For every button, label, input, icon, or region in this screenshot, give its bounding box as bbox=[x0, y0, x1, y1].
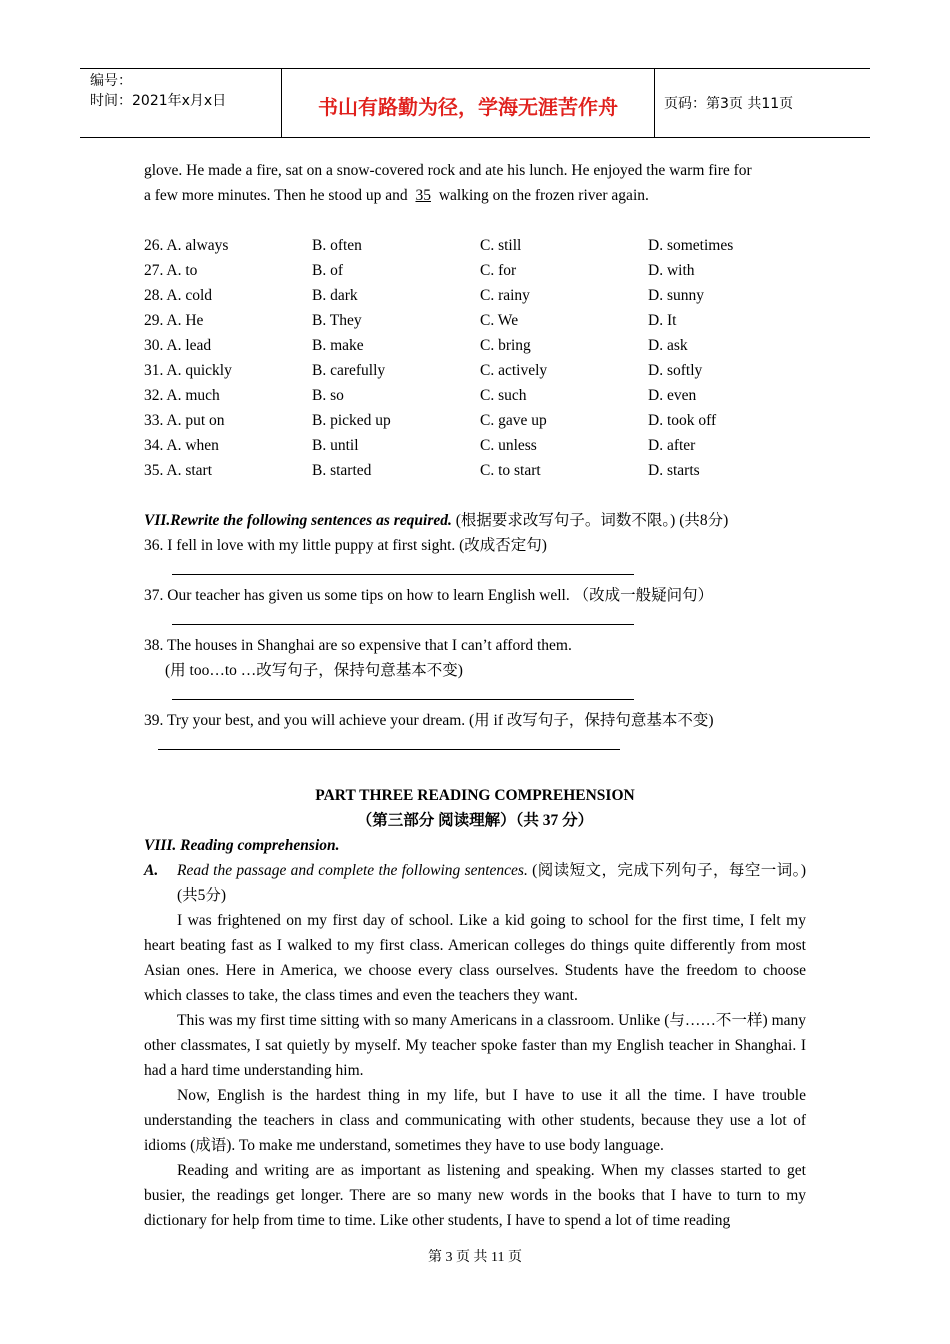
header-motto: 书山有路勤为径，学海无涯苦作舟 bbox=[318, 95, 618, 119]
question-37: 37. Our teacher has given us some tips on how to learn English well. （改成一般疑问句） bbox=[144, 587, 714, 604]
part-three-subtitle: （第三部分 阅读理解）（共 37 分） bbox=[356, 812, 594, 829]
passage-line: glove. He made a fire, sat on a snow-covered rock and ate his lunch. He enjoyed the warm fire for bbox=[144, 162, 752, 179]
option-row: 35. A. start B. started C. to start D. starts bbox=[144, 462, 700, 479]
section-7-heading: VII.Rewrite the following sentences as required. (根据要求改写句子。词数不限。) (共8分) bbox=[144, 512, 729, 529]
option-row: 27. A. to B. of C. for D. with bbox=[144, 262, 695, 279]
header-divider bbox=[654, 69, 655, 137]
time-label: 时间：2021年x月x日 bbox=[90, 93, 227, 109]
question-38-note: (用 too…to …改写句子，保持句意基本不变) bbox=[165, 662, 463, 679]
option-row: 34. A. when B. until C. unless D. after bbox=[144, 437, 696, 454]
option-row: 31. A. quickly B. carefully C. actively D. softly bbox=[144, 362, 703, 379]
option-row: 32. A. much B. so C. such D. even bbox=[144, 387, 697, 404]
section-a-instruction: A. Read the passage and complete the following sentences. (阅读短文，完成下列句子，每空一词。) (共5分) bbox=[144, 862, 807, 904]
option-row: 28. A. cold B. dark C. rainy D. sunny bbox=[144, 287, 704, 304]
reading-paragraph: Now, English is the hardest thing in my life, but I have to use it all the time. I have trouble understanding the teachers in class and communicating with other students, because they use a lot of idioms (成语). To make me understand, sometimes they have to use body language. bbox=[144, 1087, 806, 1154]
option-row: 29. A. He B. They C. We D. It bbox=[144, 312, 677, 329]
answer-line[interactable] bbox=[144, 558, 806, 583]
page-footer: 第 3 页 共 11 页 bbox=[428, 1250, 522, 1265]
reading-paragraph: I was frightened on my first day of school. Like a kid going to school for the first time, I felt my heart beating fast as I walked to my first class. American colleges do things quite differently from most Asian ones. Here in America, we choose every class ourselves. Students have the freedom to choose which classes to take, the class times and even the teachers they want. bbox=[144, 912, 806, 1004]
reading-paragraph: Reading and writing are as important as listening and speaking. When my classes started to get busier, the readings get longer. There are so many new words in the books that I have to turn to my dictionary for help from time to time. Like other students, I have to spend a lot of time reading bbox=[144, 1162, 806, 1229]
option-row: 33. A. put on B. picked up C. gave up D. took off bbox=[144, 412, 717, 429]
page-content bbox=[144, 158, 806, 1233]
header-page-label: 页码：第3页 共11页 bbox=[664, 96, 794, 112]
option-row: 30. A. lead B. make C. bring D. ask bbox=[144, 337, 688, 354]
question-39: 39. Try your best, and you will achieve your dream. (用 if 改写句子，保持句意基本不变) bbox=[144, 712, 714, 729]
serial-label: 编号： bbox=[90, 73, 132, 89]
question-38: 38. The houses in Shanghai are so expensive that I can’t afford them. bbox=[144, 637, 572, 654]
reading-paragraph: This was my first time sitting with so many Americans in a classroom. Unlike (与……不一样) many other classmates, I sat quietly by myself. My teacher spoke faster than my English teacher in Shanghai. I had a hard time understanding him. bbox=[144, 1012, 806, 1079]
blank-35: 35 bbox=[415, 187, 431, 204]
header-left bbox=[90, 71, 226, 111]
answer-line[interactable] bbox=[144, 733, 806, 758]
answer-line[interactable] bbox=[144, 683, 806, 708]
option-row: 26. A. always B. often C. still D. sometimes bbox=[144, 237, 734, 254]
options-table bbox=[144, 233, 806, 483]
passage-line: a few more minutes. Then he stood up and 35 walking on the frozen river again. bbox=[144, 187, 649, 204]
question-36: 36. I fell in love with my little puppy at first sight. (改成否定句) bbox=[144, 537, 547, 554]
answer-line[interactable] bbox=[144, 608, 806, 633]
section-8-heading: VIII. Reading comprehension. bbox=[144, 837, 340, 854]
page-header bbox=[80, 68, 870, 138]
part-three-title: PART THREE READING COMPREHENSION bbox=[315, 787, 635, 804]
